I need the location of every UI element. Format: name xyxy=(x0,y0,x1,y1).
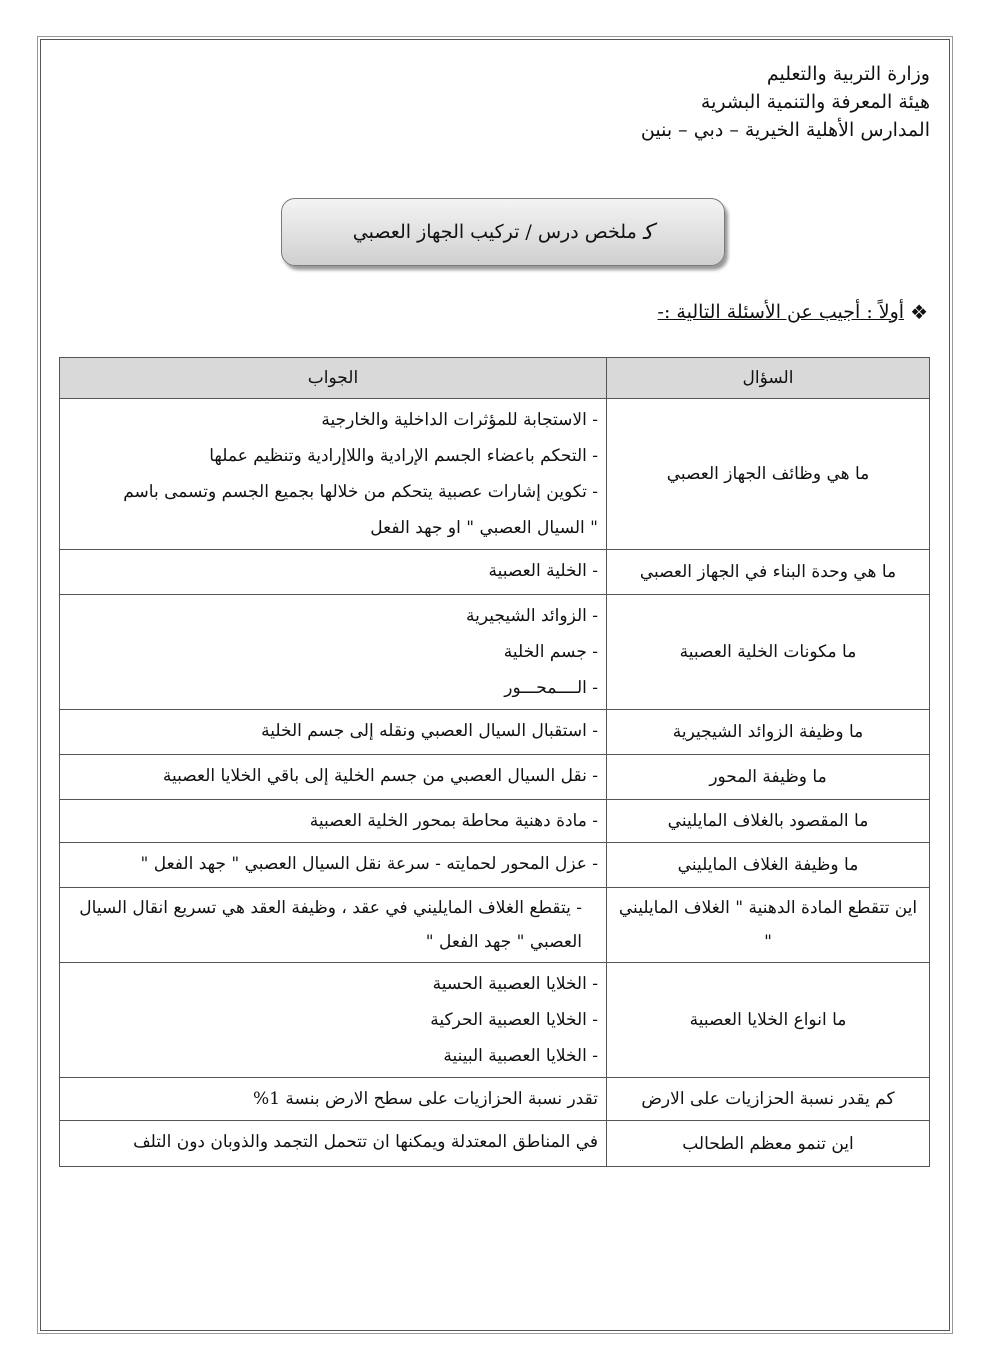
table-row xyxy=(60,595,930,710)
table-row xyxy=(60,1078,930,1121)
answer-line: " السيال العصبي " او جهد الفعل xyxy=(370,518,598,538)
table-row xyxy=(60,710,930,755)
answer-line: - الــــمحـــور xyxy=(504,678,598,698)
answer-cell xyxy=(60,800,607,843)
ministry-header xyxy=(641,60,930,144)
answer-line: - جسم الخلية xyxy=(503,642,598,662)
answer-line: - الخلايا العصبية الحسية xyxy=(432,974,598,994)
answer-cell xyxy=(60,710,607,755)
answer-line: - تكوين إشارات عصبية يتحكم من خلالها بجميع الجسم وتسمى باسم xyxy=(123,482,598,502)
question-cell: ما مكونات الخلية العصبية xyxy=(607,595,930,710)
book-icon: ﻛ xyxy=(642,219,654,245)
answer-line: تقدر نسبة الحزازيات على سطح الارض بنسة 1% xyxy=(253,1089,598,1109)
header-question: السؤال xyxy=(607,358,930,399)
answer-cell xyxy=(60,399,607,550)
answer-line: - الزوائد الشيجيرية xyxy=(466,606,598,626)
table-row xyxy=(60,800,930,843)
table-row xyxy=(60,843,930,888)
lesson-title: ملخص درس / تركيب الجهاز العصبي xyxy=(352,221,637,243)
answer-cell xyxy=(60,963,607,1078)
table-row xyxy=(60,888,930,963)
answer-cell xyxy=(60,888,607,963)
answer-line: - يتقطع الغلاف المايليني في عقد ، وظيفة العقد هي تسريع انقال السيال العصبي " جهد الفعل " xyxy=(79,898,582,952)
answer-line: - استقبال السيال العصبي ونقله إلى جسم الخلية xyxy=(261,721,598,741)
answer-line: - الخلية العصبية xyxy=(488,561,598,581)
table-row xyxy=(60,550,930,595)
header-ministry: وزارة التربية والتعليم xyxy=(766,63,930,85)
table-row xyxy=(60,399,930,550)
question-cell: اين تتقطع المادة الدهنية " الغلاف المايليني " xyxy=(607,888,930,963)
question-cell: ما هي وحدة البناء في الجهاز العصبي xyxy=(607,550,930,595)
question-cell: ما وظيفة المحور xyxy=(607,755,930,800)
answer-cell xyxy=(60,1121,607,1167)
question-cell: اين تنمو معظم الطحالب xyxy=(607,1121,930,1167)
answer-line: - مادة دهنية محاطة بمحور الخلية العصبية xyxy=(309,811,598,831)
answer-line: - عزل المحور لحمايته - سرعة نقل السيال العصبي " جهد الفعل " xyxy=(140,854,598,874)
question-cell: ما المقصود بالغلاف المايليني xyxy=(607,800,930,843)
header-answer: الجواب xyxy=(60,358,607,399)
question-cell: ما هي وظائف الجهاز العصبي xyxy=(607,399,930,550)
answer-line: - الاستجابة للمؤثرات الداخلية والخارجية xyxy=(321,410,598,430)
section-label: أولاً : أجيب عن الأسئلة التالية :- xyxy=(657,301,905,323)
table-row xyxy=(60,755,930,800)
question-cell: ما وظيفة الغلاف المايليني xyxy=(607,843,930,888)
section-heading xyxy=(658,300,928,324)
question-cell: ما انواع الخلايا العصبية xyxy=(607,963,930,1078)
answer-cell xyxy=(60,595,607,710)
answer-line: في المناطق المعتدلة ويمكنها ان تتحمل التجمد والذوبان دون التلف xyxy=(133,1132,598,1152)
table-row xyxy=(60,1121,930,1167)
table-row xyxy=(60,963,930,1078)
qa-table xyxy=(59,357,930,1167)
answer-cell xyxy=(60,843,607,888)
question-cell: ما وظيفة الزوائد الشيجيرية xyxy=(607,710,930,755)
answer-line: - التحكم باعضاء الجسم الإرادية واللاإرادية وتنظيم عملها xyxy=(209,446,598,466)
header-authority: هيئة المعرفة والتنمية البشرية xyxy=(700,91,930,113)
diamond-bullet-icon: ❖ xyxy=(910,300,928,324)
question-cell: كم يقدر نسبة الحزازيات على الارض xyxy=(607,1078,930,1121)
header-school: المدارس الأهلية الخيرية – دبي – بنين xyxy=(640,119,930,141)
answer-cell xyxy=(60,755,607,800)
answer-line: - الخلايا العصبية الحركية xyxy=(430,1010,598,1030)
answer-cell xyxy=(60,550,607,595)
answer-line: - الخلايا العصبية البينية xyxy=(443,1046,598,1066)
table-header-row xyxy=(60,358,930,399)
lesson-title-box xyxy=(281,198,725,266)
answer-line: - نقل السيال العصبي من جسم الخلية إلى باقي الخلايا العصبية xyxy=(162,766,598,786)
answer-cell xyxy=(60,1078,607,1121)
